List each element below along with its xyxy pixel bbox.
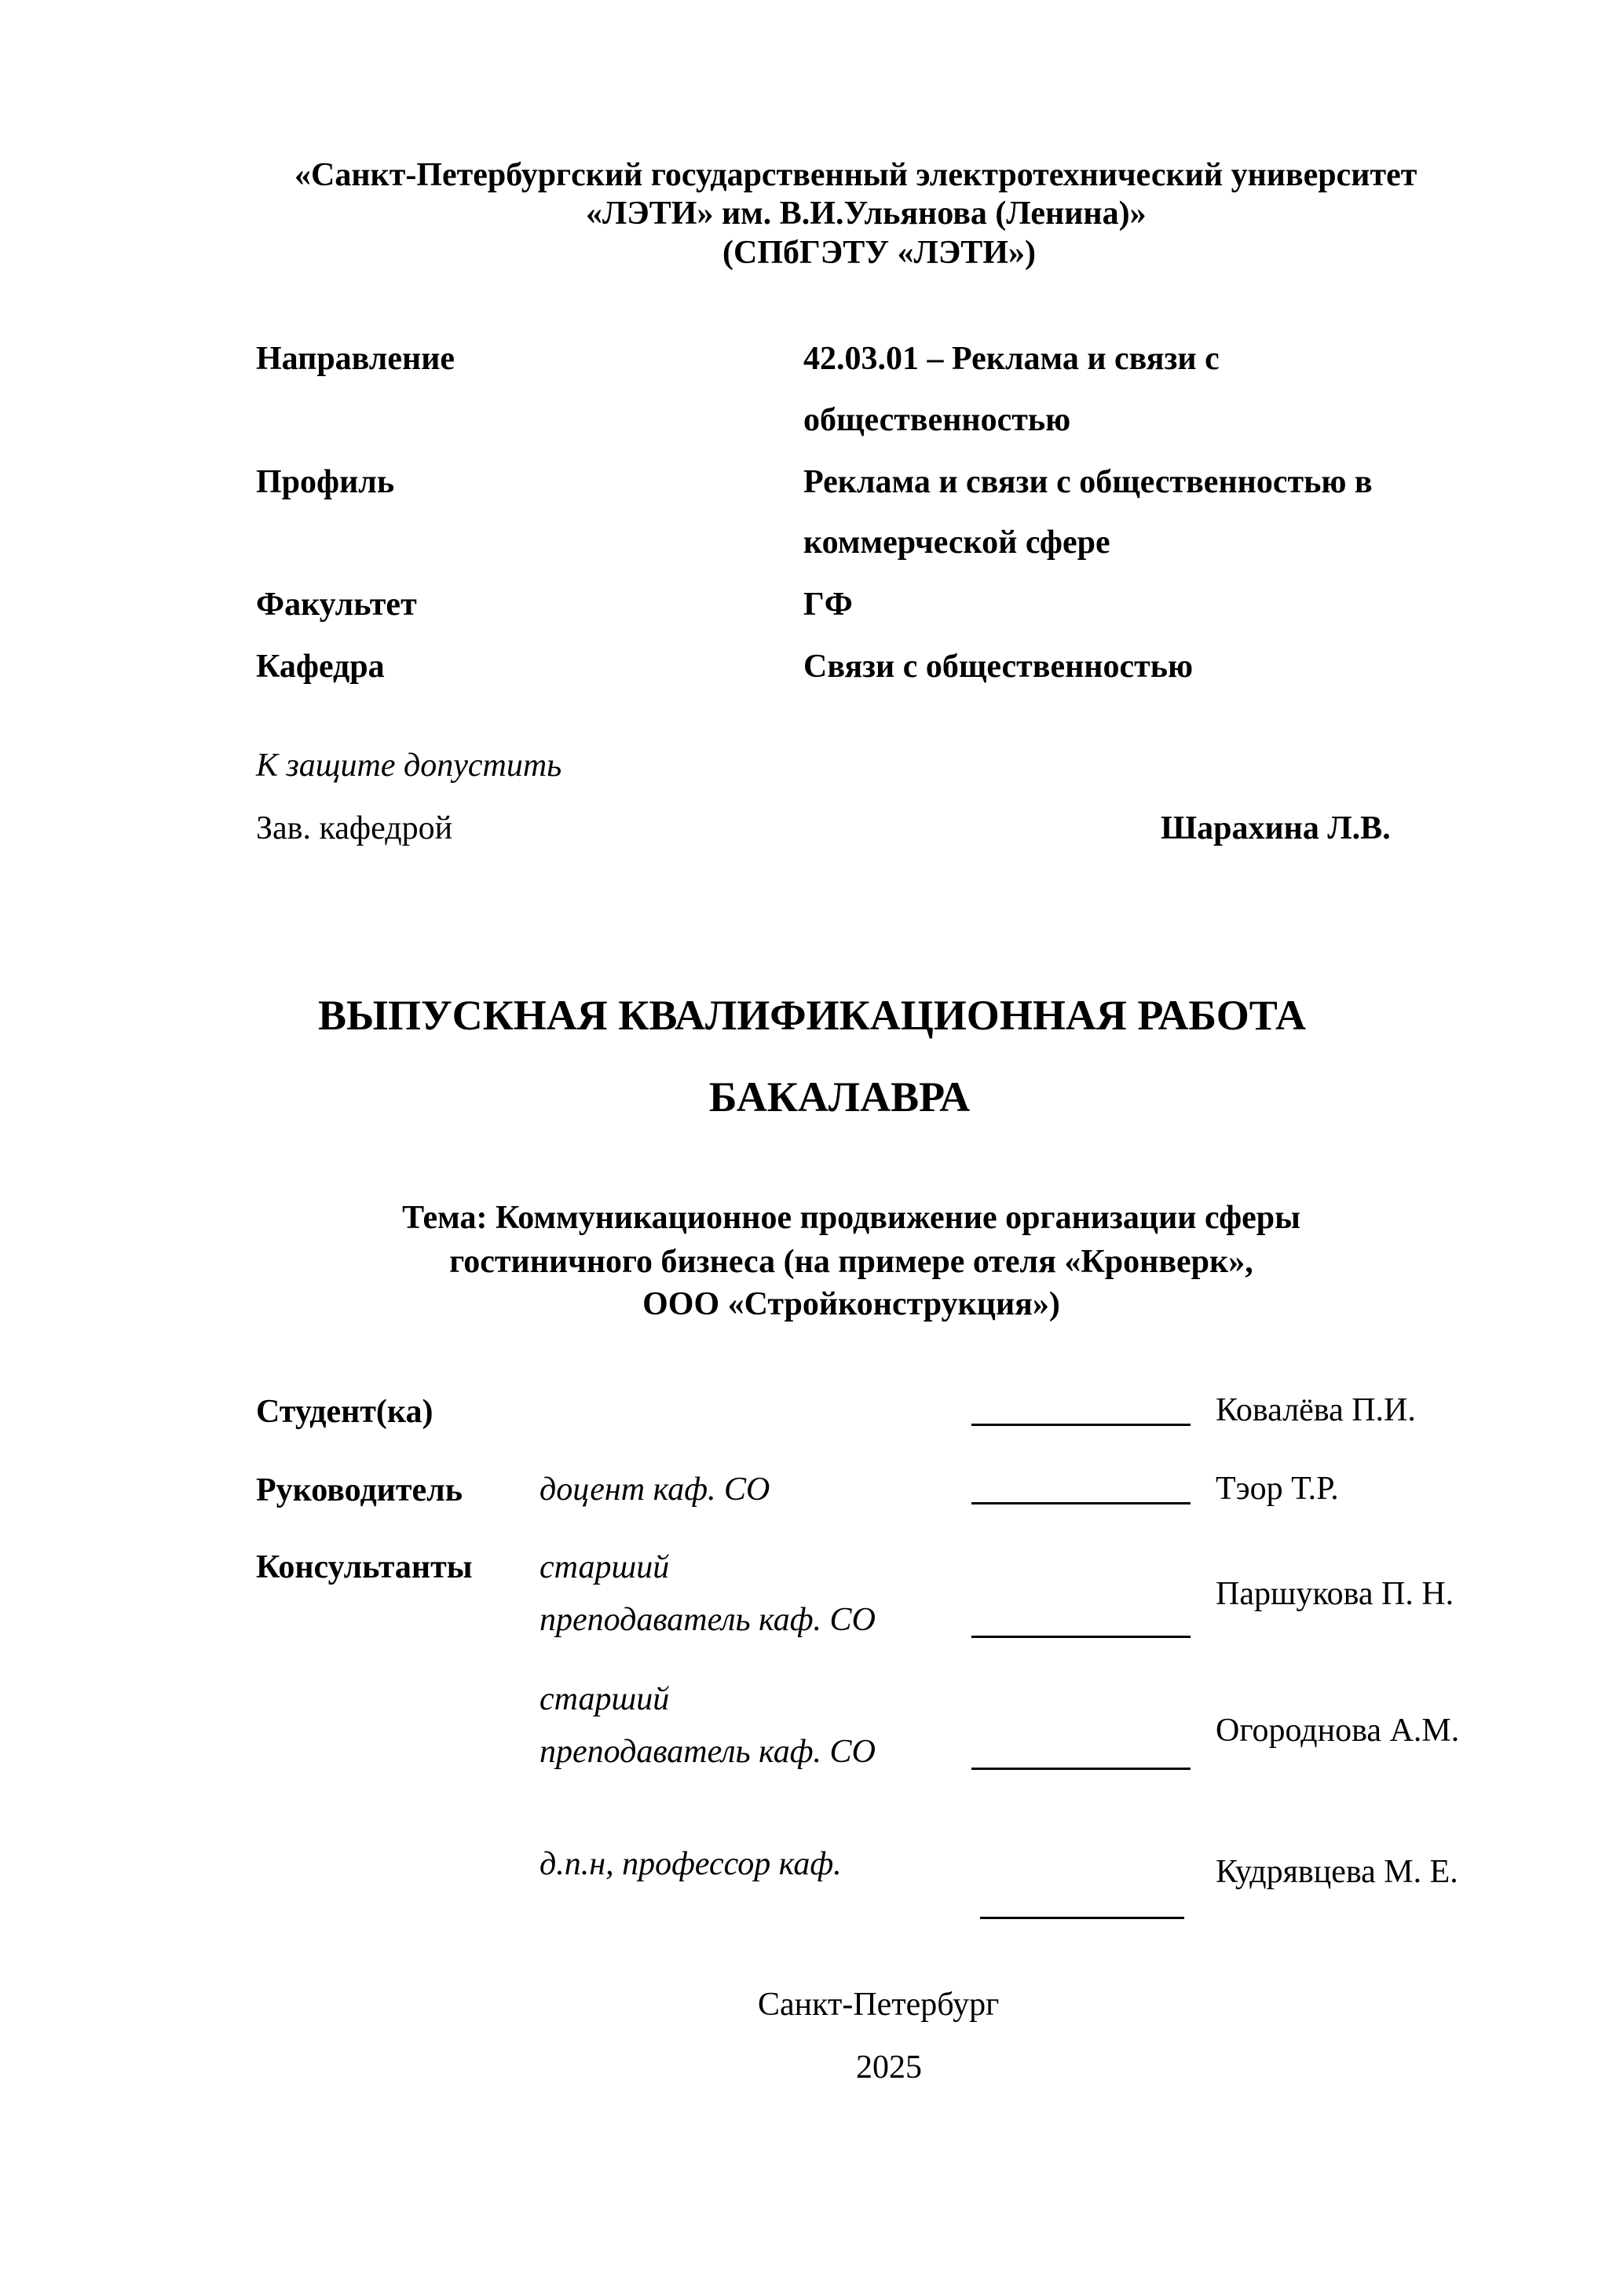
consultant-2-name: Огороднова А.М. bbox=[1216, 1713, 1460, 1749]
supervisor-signature-line bbox=[971, 1502, 1191, 1504]
department-value: Связи с общественностью bbox=[803, 649, 1194, 685]
direction-value-line1: 42.03.01 – Реклама и связи с bbox=[803, 341, 1220, 377]
topic-line1: Тема: Коммуникационное продвижение организации сферы bbox=[402, 1200, 1300, 1236]
head-of-department-name: Шарахина Л.В. bbox=[1161, 810, 1391, 846]
student-signature-line bbox=[971, 1424, 1191, 1426]
consultant-1-position-line2: преподаватель каф. СО bbox=[540, 1602, 876, 1638]
consultant-1-name: Паршукова П. Н. bbox=[1216, 1576, 1454, 1612]
document-title-line1: ВЫПУСКНАЯ КВАЛИФИКАЦИОННАЯ РАБОТА bbox=[317, 992, 1307, 1039]
student-name: Ковалёва П.И. bbox=[1216, 1392, 1416, 1428]
supervisor-name: Тэор Т.Р. bbox=[1216, 1471, 1339, 1507]
topic-line2: гостиничного бизнеса (на примере отеля «Кронверк», bbox=[449, 1244, 1253, 1280]
profile-label: Профиль bbox=[256, 464, 395, 500]
consultant-1-signature-line bbox=[971, 1636, 1191, 1638]
consultant-3-name: Кудрявцева М. Е. bbox=[1216, 1854, 1458, 1890]
direction-value-line2: общественностью bbox=[803, 402, 1071, 438]
student-role-label: Студент(ка) bbox=[256, 1394, 433, 1430]
profile-value-line2: коммерческой сфере bbox=[803, 525, 1110, 561]
city: Санкт-Петербург bbox=[758, 1987, 1000, 2023]
consultant-2-position-line1: старший bbox=[540, 1681, 670, 1717]
department-label: Кафедра bbox=[256, 649, 385, 685]
consultants-label: Консультанты bbox=[256, 1549, 473, 1585]
faculty-label: Факультет bbox=[256, 587, 417, 623]
topic-line3: ООО «Стройконструкция») bbox=[642, 1286, 1060, 1322]
head-of-department-label: Зав. кафедрой bbox=[256, 810, 453, 846]
consultant-1-position-line1: старший bbox=[540, 1549, 670, 1585]
university-abbreviation: (СПбГЭТУ «ЛЭТИ») bbox=[722, 235, 1036, 271]
direction-label: Направление bbox=[256, 341, 455, 377]
year: 2025 bbox=[856, 2049, 922, 2086]
admit-to-defense-text: К защите допустить bbox=[256, 748, 562, 784]
profile-value-line1: Реклама и связи с общественностью в bbox=[803, 464, 1373, 500]
university-name-line1: «Санкт-Петербургский государственный электротехнический университет bbox=[294, 157, 1417, 193]
supervisor-role-label: Руководитель bbox=[256, 1472, 463, 1508]
consultant-2-signature-line bbox=[971, 1768, 1191, 1770]
faculty-value: ГФ bbox=[803, 587, 853, 623]
supervisor-position: доцент каф. СО bbox=[540, 1472, 770, 1508]
consultant-3-position: д.п.н, профессор каф. bbox=[540, 1846, 842, 1882]
document-title-line2: БАКАЛАВРА bbox=[708, 1073, 971, 1121]
consultant-3-signature-line bbox=[980, 1917, 1184, 1919]
university-name-line2: «ЛЭТИ» им. В.И.Ульянова (Ленина)» bbox=[586, 196, 1147, 232]
consultant-2-position-line2: преподаватель каф. СО bbox=[540, 1734, 876, 1770]
